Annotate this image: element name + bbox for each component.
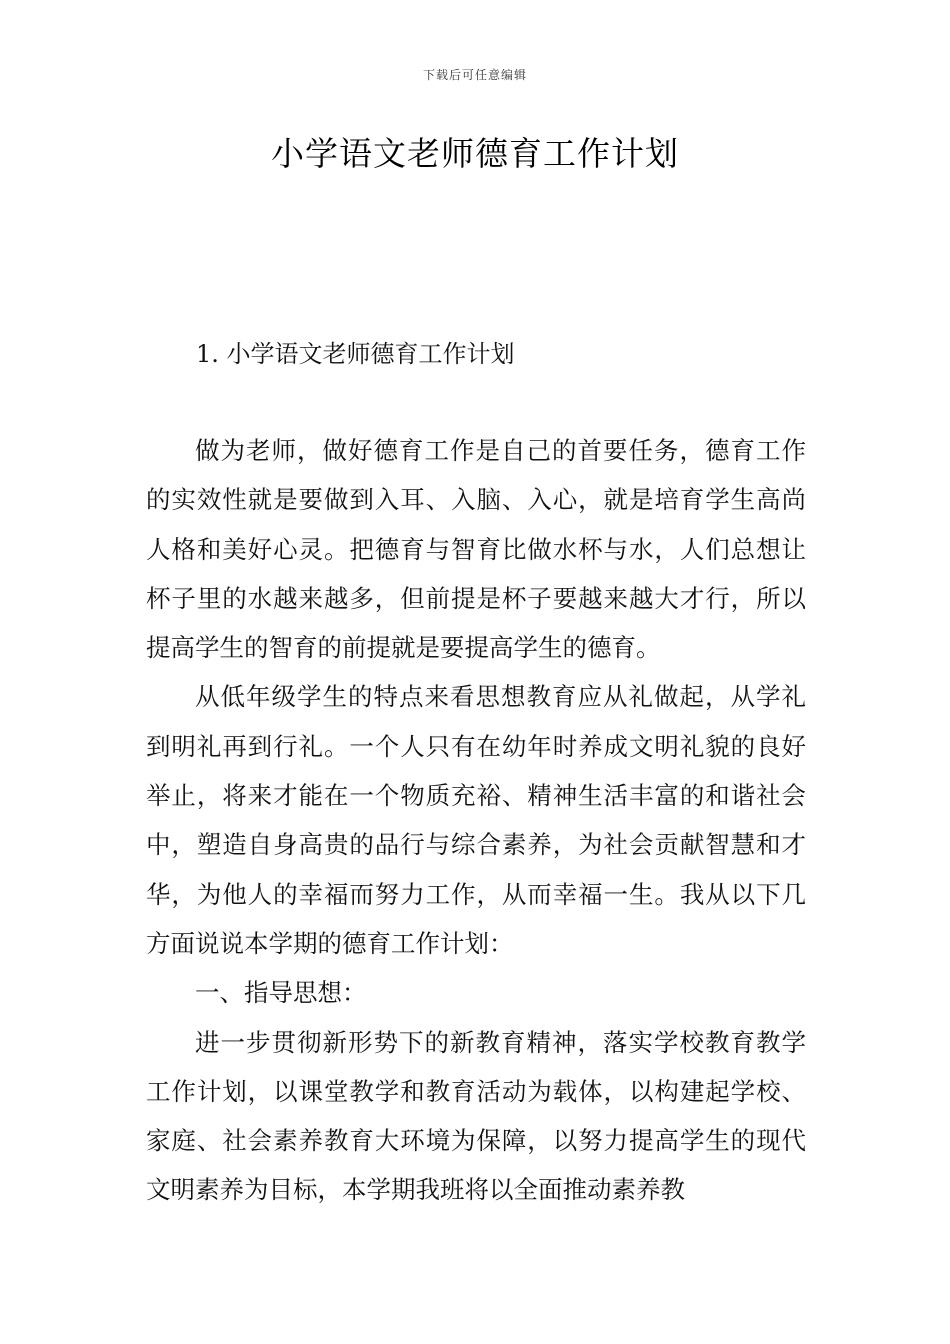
document-title: 小学语文老师德育工作计划	[271, 134, 679, 173]
paragraph-guiding-thought: 进一步贯彻新形势下的新教育精神，落实学校教育教学工作计划，以课堂教学和教育活动为载体，以构建起学校、家庭、社会素养教育大环境为保障，以努力提高学生的现代文明素养为目标，本学期我班将以全面推动素养教	[146, 1027, 806, 1205]
paragraph-etiquette: 从低年级学生的特点来看思想教育应从礼做起，从学礼到明礼再到行礼。一个人只有在幼年时养成文明礼貌的良好举止，将来才能在一个物质充裕、精神生活丰富的和谐社会中，塑造自身高贵的品行与综合素养，为社会贡献智慧和才华，为他人的幸福而努力工作，从而幸福一生。我从以下几方面说说本学期的德育工作计划：	[146, 682, 806, 958]
paragraph-guiding-heading: 一、指导思想：	[195, 978, 367, 1008]
document-body	[146, 426, 806, 1215]
section-heading: 1. 小学语文老师德育工作计划	[196, 340, 515, 368]
header-note: 下载后可任意编辑	[422, 68, 527, 82]
paragraph-intro: 做为老师，做好德育工作是自己的首要任务，德育工作的实效性就是要做到入耳、入脑、入心，就是培育学生高尚人格和美好心灵。把德育与智育比做水杯与水，人们总想让杯子里的水越来越多，但前提是杯子要越来越大才行，所以提高学生的智育的前提就是要提高学生的德育。	[146, 436, 806, 663]
